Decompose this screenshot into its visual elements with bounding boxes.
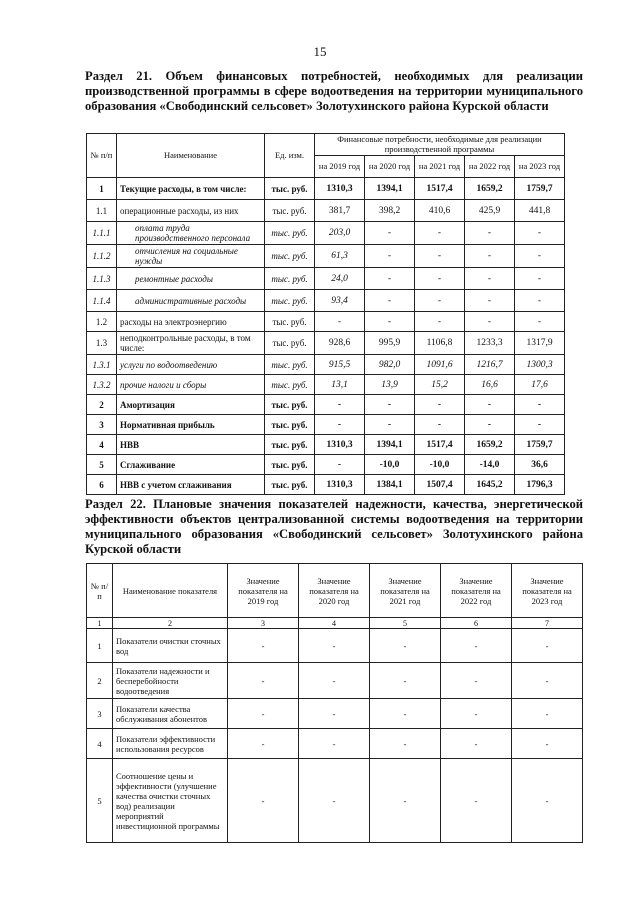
row-value: 1233,3 bbox=[465, 332, 515, 355]
row-num: 1.3 bbox=[87, 332, 117, 355]
row-name: Амортизация bbox=[117, 395, 265, 415]
table-row bbox=[87, 395, 565, 415]
row-num: 5 bbox=[87, 455, 117, 475]
row-value: - bbox=[370, 729, 441, 759]
row-name: Показатели очистки сточных вод bbox=[113, 629, 228, 663]
row-num: 3 bbox=[87, 415, 117, 435]
row-value: 24,0 bbox=[315, 268, 365, 290]
row-value: 61,3 bbox=[315, 245, 365, 268]
row-value: 1310,3 bbox=[315, 475, 365, 495]
row-value: - bbox=[415, 245, 465, 268]
row-value: - bbox=[299, 759, 370, 843]
row-num: 1 bbox=[87, 178, 117, 200]
row-value: - bbox=[465, 312, 515, 332]
column-number: 7 bbox=[512, 618, 583, 629]
header-year: Значение показателя на 2019 год bbox=[228, 564, 299, 618]
row-value: 1796,3 bbox=[515, 475, 565, 495]
row-name: прочие налоги и сборы bbox=[117, 375, 265, 395]
column-number: 5 bbox=[370, 618, 441, 629]
table-row bbox=[87, 222, 565, 245]
row-value: 1310,3 bbox=[315, 178, 365, 200]
row-value: - bbox=[512, 663, 583, 699]
row-value: 1091,6 bbox=[415, 355, 465, 375]
column-number: 2 bbox=[113, 618, 228, 629]
row-value: -14,0 bbox=[465, 455, 515, 475]
row-name: Нормативная прибыль bbox=[117, 415, 265, 435]
table-row bbox=[87, 312, 565, 332]
row-num: 4 bbox=[87, 435, 117, 455]
row-num: 1.3.1 bbox=[87, 355, 117, 375]
row-unit: тыс. руб. bbox=[265, 178, 315, 200]
row-value: 1394,1 bbox=[365, 435, 415, 455]
row-value: - bbox=[315, 395, 365, 415]
row-num: 1.3.2 bbox=[87, 375, 117, 395]
table-row bbox=[87, 200, 565, 222]
row-value: - bbox=[299, 729, 370, 759]
table-row bbox=[87, 290, 565, 312]
row-unit: тыс. руб. bbox=[265, 355, 315, 375]
row-value: - bbox=[228, 759, 299, 843]
row-value: - bbox=[370, 699, 441, 729]
row-value: - bbox=[365, 245, 415, 268]
row-num: 5 bbox=[87, 759, 113, 843]
row-name: оплата труда производственного персонала bbox=[117, 222, 265, 245]
header-year: Значение показателя на 2022 год bbox=[441, 564, 512, 618]
row-value: - bbox=[465, 395, 515, 415]
row-unit: тыс. руб. bbox=[265, 222, 315, 245]
header-year: на 2019 год bbox=[315, 156, 365, 178]
indicators-table bbox=[86, 563, 583, 843]
row-value: -10,0 bbox=[415, 455, 465, 475]
header-group: Финансовые потребности, необходимые для реализации производственной программы bbox=[315, 134, 565, 156]
row-name: Текущие расходы, в том числе: bbox=[117, 178, 265, 200]
row-value: - bbox=[441, 663, 512, 699]
row-num: 1 bbox=[87, 629, 113, 663]
row-value: - bbox=[315, 415, 365, 435]
row-value: - bbox=[512, 759, 583, 843]
row-value: - bbox=[365, 415, 415, 435]
row-num: 1.1.4 bbox=[87, 290, 117, 312]
header-year: на 2021 год bbox=[415, 156, 465, 178]
row-value: - bbox=[228, 729, 299, 759]
row-value: 1310,3 bbox=[315, 435, 365, 455]
table-row bbox=[87, 455, 565, 475]
table-row bbox=[87, 332, 565, 355]
row-value: 1106,8 bbox=[415, 332, 465, 355]
table-row bbox=[87, 729, 583, 759]
header-year: на 2022 год bbox=[465, 156, 515, 178]
row-unit: тыс. руб. bbox=[265, 455, 315, 475]
row-value: - bbox=[512, 729, 583, 759]
table-row bbox=[87, 663, 583, 699]
row-value: 1394,1 bbox=[365, 178, 415, 200]
row-value: 1507,4 bbox=[415, 475, 465, 495]
row-unit: тыс. руб. bbox=[265, 475, 315, 495]
row-value: 203,0 bbox=[315, 222, 365, 245]
row-name: Сглаживание bbox=[117, 455, 265, 475]
row-value: - bbox=[515, 222, 565, 245]
row-value: - bbox=[465, 290, 515, 312]
row-value: - bbox=[315, 312, 365, 332]
row-value: - bbox=[515, 268, 565, 290]
table-row bbox=[87, 699, 583, 729]
row-num: 1.1.3 bbox=[87, 268, 117, 290]
row-value: - bbox=[415, 268, 465, 290]
row-value: - bbox=[465, 268, 515, 290]
row-value: - bbox=[515, 312, 565, 332]
row-value: - bbox=[415, 312, 465, 332]
row-value: - bbox=[515, 415, 565, 435]
row-value: 13,9 bbox=[365, 375, 415, 395]
row-value: 398,2 bbox=[365, 200, 415, 222]
header-num: № п/п bbox=[87, 564, 113, 618]
row-value: - bbox=[441, 759, 512, 843]
row-value: - bbox=[370, 629, 441, 663]
header-unit: Ед. изм. bbox=[265, 134, 315, 178]
row-value: - bbox=[228, 699, 299, 729]
row-unit: тыс. руб. bbox=[265, 375, 315, 395]
row-unit: тыс. руб. bbox=[265, 290, 315, 312]
row-name: ремонтные расходы bbox=[117, 268, 265, 290]
financial-needs-table bbox=[86, 133, 565, 495]
column-number: 3 bbox=[228, 618, 299, 629]
row-value: 410,6 bbox=[415, 200, 465, 222]
header-row bbox=[87, 134, 565, 156]
row-name: операционные расходы, из них bbox=[117, 200, 265, 222]
row-value: - bbox=[299, 699, 370, 729]
row-value: 1517,4 bbox=[415, 435, 465, 455]
row-value: - bbox=[365, 290, 415, 312]
row-value: 928,6 bbox=[315, 332, 365, 355]
row-value: 1216,7 bbox=[465, 355, 515, 375]
row-unit: тыс. руб. bbox=[265, 395, 315, 415]
row-num: 1.1.1 bbox=[87, 222, 117, 245]
row-name: НВВ bbox=[117, 435, 265, 455]
row-value: - bbox=[441, 629, 512, 663]
row-value: - bbox=[441, 729, 512, 759]
row-unit: тыс. руб. bbox=[265, 312, 315, 332]
row-value: - bbox=[228, 663, 299, 699]
page-number: 15 bbox=[313, 44, 327, 59]
table-row bbox=[87, 415, 565, 435]
row-value: 425,9 bbox=[465, 200, 515, 222]
row-value: - bbox=[315, 455, 365, 475]
row-num: 1.1.2 bbox=[87, 245, 117, 268]
header-name: Наименование показателя bbox=[113, 564, 228, 618]
row-value: - bbox=[370, 759, 441, 843]
row-value: - bbox=[365, 395, 415, 415]
row-value: - bbox=[415, 222, 465, 245]
row-name: услуги по водоотведению bbox=[117, 355, 265, 375]
row-value: - bbox=[415, 415, 465, 435]
row-value: - bbox=[515, 245, 565, 268]
row-value: - bbox=[465, 222, 515, 245]
row-value: - bbox=[441, 699, 512, 729]
row-value: - bbox=[415, 290, 465, 312]
header-year: на 2020 год bbox=[365, 156, 415, 178]
row-value: - bbox=[515, 290, 565, 312]
section-22-title: Раздел 22. Плановые значения показателей надежности, качества, энергетической эффективности объектов централизованной системы водоотведения на территории муниципального образования «Свободинский сельсовет» Золотухинского района Курской области bbox=[85, 497, 583, 556]
row-value: 17,6 bbox=[515, 375, 565, 395]
header-year: на 2023 год bbox=[515, 156, 565, 178]
row-value: 1645,2 bbox=[465, 475, 515, 495]
row-value: 1659,2 bbox=[465, 178, 515, 200]
row-value: - bbox=[465, 415, 515, 435]
row-value: 441,8 bbox=[515, 200, 565, 222]
row-value: - bbox=[370, 663, 441, 699]
row-value: - bbox=[512, 699, 583, 729]
row-unit: тыс. руб. bbox=[265, 200, 315, 222]
table-row bbox=[87, 245, 565, 268]
row-value: - bbox=[299, 663, 370, 699]
row-value: - bbox=[465, 245, 515, 268]
column-number: 4 bbox=[299, 618, 370, 629]
header-year: Значение показателя на 2023 год bbox=[512, 564, 583, 618]
row-name: Показатели эффективности использования ресурсов bbox=[113, 729, 228, 759]
row-value: 1759,7 bbox=[515, 178, 565, 200]
row-num: 1.2 bbox=[87, 312, 117, 332]
row-name: НВВ с учетом сглаживания bbox=[117, 475, 265, 495]
row-name: расходы на электроэнергию bbox=[117, 312, 265, 332]
table-row bbox=[87, 355, 565, 375]
column-numbers-row bbox=[87, 618, 583, 629]
table-row bbox=[87, 375, 565, 395]
row-name: отчисления на социальные нужды bbox=[117, 245, 265, 268]
header-year: Значение показателя на 2021 год bbox=[370, 564, 441, 618]
header-name: Наименование bbox=[117, 134, 265, 178]
row-value: - bbox=[365, 312, 415, 332]
row-unit: тыс. руб. bbox=[265, 268, 315, 290]
row-unit: тыс. руб. bbox=[265, 332, 315, 355]
row-value: 1759,7 bbox=[515, 435, 565, 455]
header-row bbox=[87, 564, 583, 618]
row-num: 1.1 bbox=[87, 200, 117, 222]
row-value: 36,6 bbox=[515, 455, 565, 475]
table-row bbox=[87, 475, 565, 495]
row-value: 1517,4 bbox=[415, 178, 465, 200]
row-value: 982,0 bbox=[365, 355, 415, 375]
header-year: Значение показателя на 2020 год bbox=[299, 564, 370, 618]
row-value: - bbox=[299, 629, 370, 663]
row-value: -10,0 bbox=[365, 455, 415, 475]
row-value: - bbox=[415, 395, 465, 415]
row-value: 381,7 bbox=[315, 200, 365, 222]
row-name: Показатели надежности и бесперебойности водоотведения bbox=[113, 663, 228, 699]
row-value: 1300,3 bbox=[515, 355, 565, 375]
row-value: 16,6 bbox=[465, 375, 515, 395]
row-name: Показатели качества обслуживания абонентов bbox=[113, 699, 228, 729]
row-unit: тыс. руб. bbox=[265, 415, 315, 435]
row-value: 15,2 bbox=[415, 375, 465, 395]
table-row bbox=[87, 759, 583, 843]
row-value: - bbox=[365, 222, 415, 245]
column-number: 1 bbox=[87, 618, 113, 629]
row-num: 2 bbox=[87, 395, 117, 415]
row-value: 93,4 bbox=[315, 290, 365, 312]
row-unit: тыс. руб. bbox=[265, 245, 315, 268]
row-unit: тыс. руб. bbox=[265, 435, 315, 455]
row-num: 4 bbox=[87, 729, 113, 759]
table-row bbox=[87, 629, 583, 663]
row-value: 1384,1 bbox=[365, 475, 415, 495]
row-value: 995,9 bbox=[365, 332, 415, 355]
section-21-title: Раздел 21. Объем финансовых потребностей, необходимых для реализации производственной программы в сфере водоотведения на территории муниципального образования «Свободинский сельсовет» Золотухинского района Курской области bbox=[85, 69, 583, 113]
column-number: 6 bbox=[441, 618, 512, 629]
row-value: - bbox=[515, 395, 565, 415]
table-row bbox=[87, 268, 565, 290]
row-value: - bbox=[228, 629, 299, 663]
table-row bbox=[87, 435, 565, 455]
row-value: 1659,2 bbox=[465, 435, 515, 455]
row-value: 13,1 bbox=[315, 375, 365, 395]
row-value: 1317,9 bbox=[515, 332, 565, 355]
row-num: 3 bbox=[87, 699, 113, 729]
row-name: административные расходы bbox=[117, 290, 265, 312]
row-name: неподконтрольные расходы, в том числе: bbox=[117, 332, 265, 355]
row-name: Соотношение цены и эффективности (улучшение качества очистки сточных вод) реализации мероприятий инвестиционной программы bbox=[113, 759, 228, 843]
table-row bbox=[87, 178, 565, 200]
header-num: № п/п bbox=[87, 134, 117, 178]
row-value: - bbox=[365, 268, 415, 290]
row-value: 915,5 bbox=[315, 355, 365, 375]
row-num: 2 bbox=[87, 663, 113, 699]
row-num: 6 bbox=[87, 475, 117, 495]
row-value: - bbox=[512, 629, 583, 663]
